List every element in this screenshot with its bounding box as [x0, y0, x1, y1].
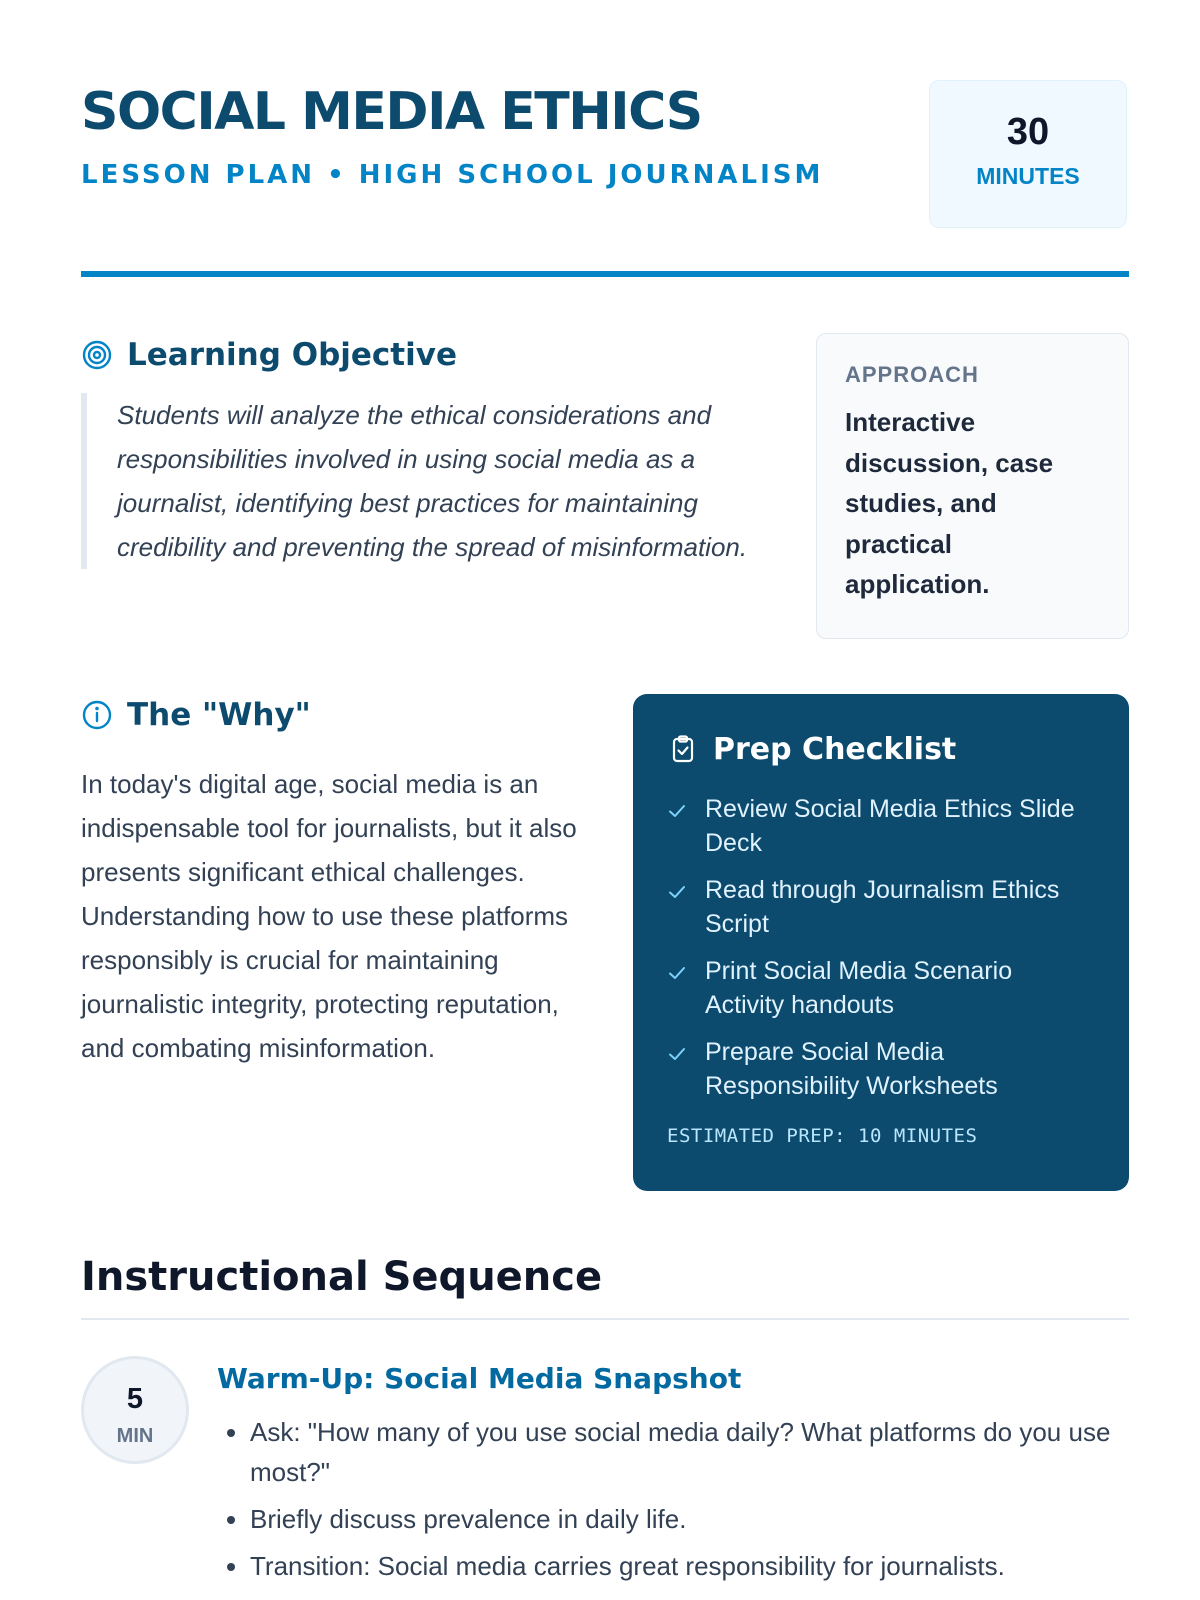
clipboard-check-icon: [667, 733, 699, 765]
step-bullet: • Transition: Social media carries great responsibility for journalists.: [250, 1546, 1117, 1586]
step-bullets: [217, 1412, 1117, 1593]
prep-item: [667, 1035, 1095, 1103]
prep-checklist-card: [633, 694, 1129, 1191]
prep-item: [667, 792, 1095, 860]
duration-badge: [929, 80, 1127, 228]
lesson-header: [81, 80, 1129, 230]
checkmark-icon: [667, 963, 687, 983]
page-title: SOCIAL MEDIA ETHICS: [81, 82, 702, 142]
prep-item: [667, 873, 1095, 941]
duration-value: 30: [1006, 111, 1050, 153]
sequence-title: Instructional Sequence: [81, 1254, 603, 1300]
objective-heading: [81, 335, 457, 375]
step-duration-unit: MIN: [116, 1425, 154, 1447]
prep-item-text: Read through Journalism Ethics Script: [705, 876, 1060, 938]
prep-list: [667, 792, 1095, 1103]
checkmark-icon: [667, 801, 687, 821]
approach-text: Interactive discussion, case studies, and practical application.: [845, 407, 1054, 599]
target-icon: [81, 339, 113, 371]
approach-label: APPROACH: [845, 362, 979, 387]
sequence-divider: [81, 1318, 1129, 1320]
step-title: Warm-Up: Social Media Snapshot: [217, 1362, 742, 1395]
duration-unit: MINUTES: [976, 163, 1080, 189]
step-bullet: • Briefly discuss prevalence in daily life.: [250, 1499, 1117, 1539]
why-heading: [81, 695, 311, 735]
prep-heading: [667, 730, 1095, 768]
why-title: The "Why": [127, 697, 311, 733]
step-bullet: • Ask: "How many of you use social media daily? What platforms do you use most?": [250, 1412, 1117, 1492]
prep-item-text: Print Social Media Scenario Activity handouts: [705, 957, 1013, 1019]
objective-title: Learning Objective: [127, 337, 457, 373]
checkmark-icon: [667, 1044, 687, 1064]
objective-quote: [81, 393, 751, 569]
checkmark-icon: [667, 882, 687, 902]
prep-item: [667, 954, 1095, 1022]
prep-estimate: ESTIMATED PREP: 10 MINUTES: [667, 1125, 978, 1147]
step-duration-value: 5: [126, 1383, 144, 1415]
prep-item-text: Prepare Social Media Responsibility Worksheets: [705, 1038, 998, 1100]
approach-card: [816, 333, 1129, 639]
objective-text: Students will analyze the ethical considerations and responsibilities involved in using social media as a journalist, identifying best practices for maintaining credibility and preventing the spread of misinformation.: [117, 400, 748, 562]
prep-title: Prep Checklist: [713, 731, 957, 767]
prep-item-text: Review Social Media Ethics Slide Deck: [705, 795, 1075, 857]
info-icon: [81, 699, 113, 731]
why-text: In today's digital age, social media is an indispensable tool for journalists, but it also presents significant ethical challenges. Understanding how to use these platforms responsibly is crucial for maintaining journalistic integrity, protecting reputation, and combating misinformation.: [81, 769, 577, 1063]
page-subtitle: LESSON PLAN • HIGH SCHOOL JOURNALISM: [81, 160, 824, 190]
step-duration-badge: [81, 1356, 189, 1464]
header-divider: [81, 271, 1129, 277]
